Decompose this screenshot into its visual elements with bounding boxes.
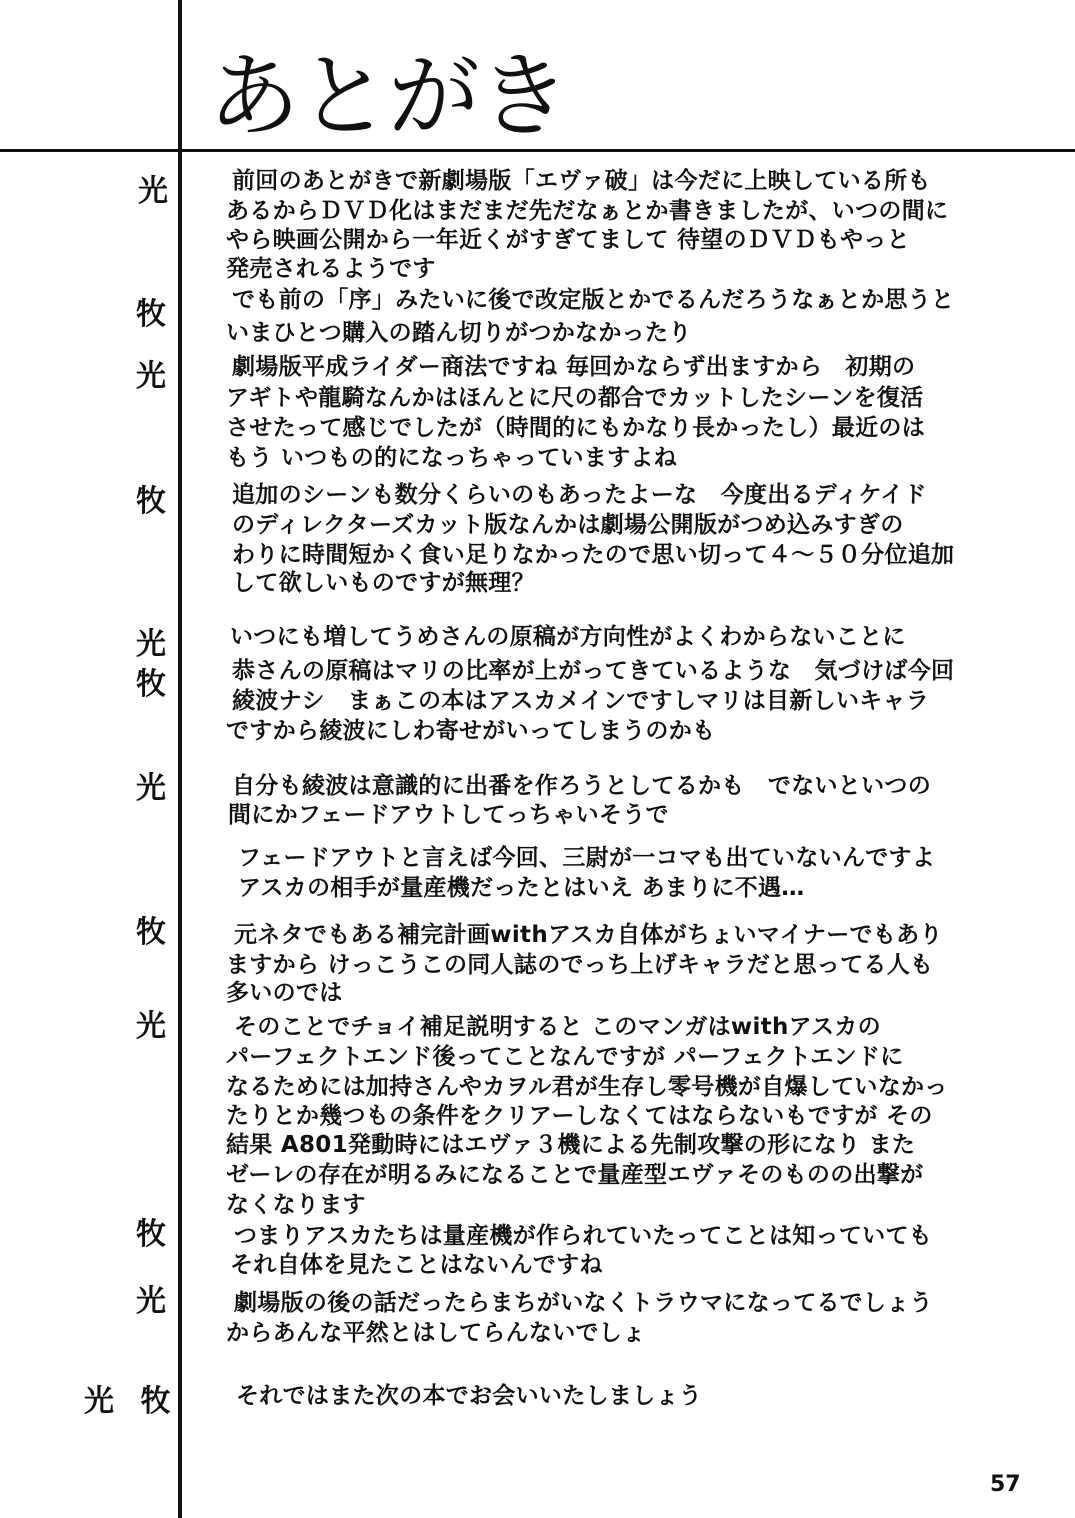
dialogue-line: それではまた次の本でお会いいたしましょう (236, 1383, 702, 1409)
speaker-label: 光 (136, 627, 166, 662)
dialogue-line: そのことでチョイ補足説明すると このマンガはwithアスカの (234, 1014, 881, 1040)
dialogue-line: 劇場版の後の話だったらまちがいなくトラウマになってるでしょう (234, 1290, 933, 1316)
dialogue-line: 劇場版平成ライダー商法ですね 毎回かならず出ますから 初期の (232, 354, 916, 380)
dialogue-line: からあんな平然とはしてらんないでしょ (226, 1320, 646, 1346)
speaker-label: 牧 (136, 1217, 166, 1252)
speaker-label: 光 (136, 359, 166, 394)
speaker-label: 牧 (136, 297, 166, 332)
dialogue-line: いまひとつ購入の踏ん切りがつかなかったり (226, 320, 692, 346)
dialogue-line: あるからＤＶＤ化はまだまだ先だなぁとか書きましたが、いつの間に (226, 198, 949, 224)
dialogue-line: アスカの相手が量産機だったとはいえ あまりに不遇… (238, 875, 805, 901)
dialogue-line: アギトや龍騎なんかはほんとに尺の都合でカットしたシーンを復活 (226, 385, 924, 411)
dialogue-line: 追加のシーンも数分くらいのもあったよーな 今度出るディケイド (232, 482, 927, 508)
dialogue-line: たりとか幾つもの条件をクリアーしなくてはならないもですが その (226, 1103, 933, 1129)
dialogue-line: フェードアウトと言えば今回、三尉が一コマも出ていないんですよ (238, 845, 936, 871)
speaker-label: 牧 (136, 484, 166, 519)
dialogue-line: 恭さんの原稿はマリの比率が上がってきているような 気づけば今回 (232, 658, 955, 684)
page-number: 57 (990, 1472, 1021, 1497)
dialogue-line: なくなります (226, 1192, 366, 1218)
speaker-label: 牧 (136, 915, 166, 950)
dialogue-line: でも前の「序」みたいに後で改定版とかでるんだろうなぁとか思うと (232, 287, 955, 313)
speaker-label: 光 (136, 771, 166, 806)
speaker-label: 光 (136, 1284, 166, 1319)
dialogue-line: なるためには加持さんやカヲル君が生存し零号機が自爆していなかっ (226, 1074, 948, 1100)
dialogue-line: して欲しいものですが無理？ (232, 570, 535, 596)
dialogue-line: ですから綾波にしわ寄せがいってしまうのかも (226, 718, 716, 744)
dialogue-line: 前回のあとがきで新劇場版「エヴァ破」は今だに上映している所も (232, 168, 931, 194)
dialogue-line: ますから けっこうこの同人誌のでっち上げキャラだと思ってる人も (226, 952, 934, 978)
dialogue-line: 間にかフェードアウトしてっちゃいそうで (228, 802, 669, 828)
dialogue-line: 発売されるようです (226, 256, 436, 282)
speaker-label: 光 (136, 1009, 166, 1044)
dialogue-line: ゼーレの存在が明るみになることで量産型エヴァそのものの出撃が (226, 1162, 924, 1188)
dialogue-line: 結果 A801発動時にはエヴァ３機による先制攻撃の形になり また (226, 1132, 916, 1158)
dialogue-line: それ自体を見たことはないんですね (230, 1252, 603, 1278)
margin-vertical-rule (178, 0, 182, 1518)
dialogue-line: のディレクターズカット版なんかは劇場公開版がつめ込みすぎの (232, 512, 904, 538)
dialogue-line: 綾波ナシ まぁこの本はアスカメインですしマリは目新しいキャラ (232, 688, 930, 714)
dialogue-line: やら映画公開から一年近くがすぎてまして 待望のＤＶＤもやっと (226, 227, 911, 253)
dialogue-line: させたって感じでしたが（時間的にもかなり長かったし）最近のは (226, 415, 925, 441)
dialogue-line: わりに時間短かく食い足りなかったので思い切って４～５０分位追加 (232, 542, 955, 568)
page-title: あとがき (208, 43, 569, 150)
speaker-label: 光 (138, 174, 168, 209)
speaker-label: 光 牧 (84, 1384, 179, 1419)
dialogue-line: パーフェクトエンド後ってことなんですが パーフェクトエンドに (226, 1044, 904, 1070)
dialogue-line: いつにも増してうめさんの原稿が方向性がよくわからないことに (230, 624, 906, 650)
dialogue-line: 自分も綾波は意識的に出番を作ろうとしてるかも でないといつの (232, 773, 931, 799)
dialogue-line: 元ネタでもある補完計画withアスカ自体がちょいマイナーでもあり (234, 922, 943, 948)
speaker-label: 牧 (136, 667, 166, 702)
dialogue-line: 多いのでは (226, 980, 343, 1006)
dialogue-line: つまりアスカたちは量産機が作られていたってことは知っていても (234, 1223, 933, 1249)
dialogue-line: もう いつもの的になっちゃっていますよね (226, 445, 678, 471)
